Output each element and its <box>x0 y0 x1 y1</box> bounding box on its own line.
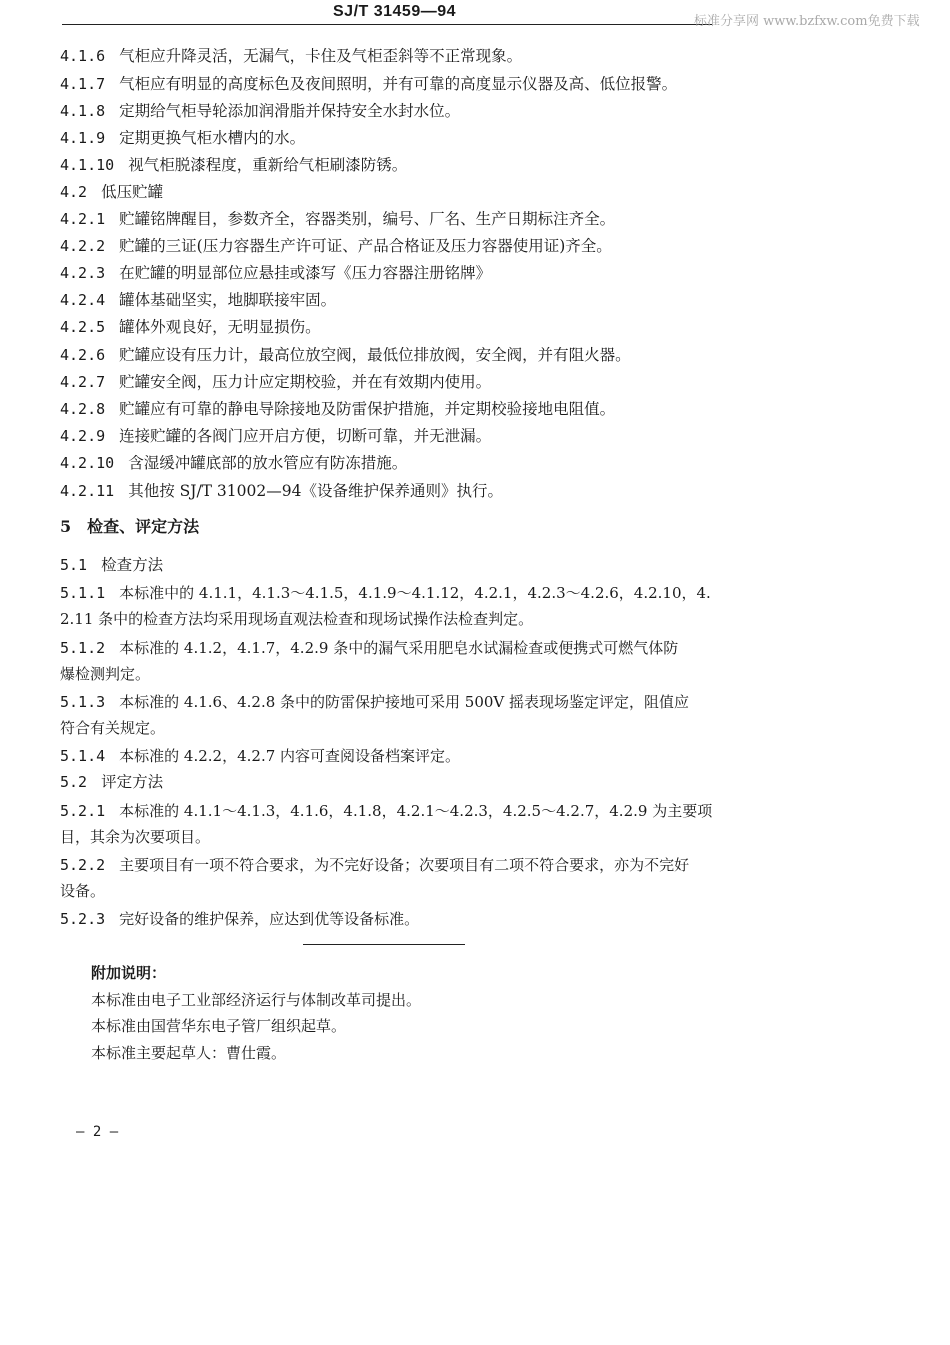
notes-line-2: 本标准由国营华东电子管厂组织起草。 <box>91 1017 347 1035</box>
notes-line-1: 本标准由电子工业部经济运行与体制改革司提出。 <box>91 991 422 1009</box>
clause-4-2-9 <box>60 426 491 446</box>
clause-text: 本标准的 4.2.2，4.2.7 内容可查阅设备档案评定。 <box>119 747 461 765</box>
clause-number: 4.1.9 <box>60 129 106 147</box>
notes-line-3: 本标准主要起草人：曹仕霞。 <box>91 1044 287 1062</box>
clause-number: 5.1.3 <box>60 693 106 711</box>
clause-number: 4.2 <box>60 183 88 201</box>
clause-5-1-2-line1 <box>60 638 678 658</box>
clause-4-1-6 <box>60 46 522 66</box>
clause-number: 5.1.4 <box>60 747 106 765</box>
clause-number: 4.1.7 <box>60 75 106 93</box>
clause-4-2-5 <box>60 317 321 337</box>
clause-text: 贮罐铭牌醒目，参数齐全，容器类别，编号、厂名、生产日期标注齐全。 <box>119 210 616 228</box>
clause-5-1-3-line2: 符合有关规定。 <box>60 719 166 737</box>
clause-number: 4.2.1 <box>60 210 106 228</box>
clause-text: 检查方法 <box>101 556 164 574</box>
clause-4-1-7 <box>60 74 677 94</box>
clause-text: 贮罐应设有压力计，最高位放空阀，最低位排放阀，安全阀，并有阻火器。 <box>119 346 631 364</box>
clause-5-2 <box>60 772 163 792</box>
clause-text: 气柜应升降灵活，无漏气，卡住及气柜歪斜等不正常现象。 <box>119 47 523 65</box>
clause-5-2-1-line2: 目，其余为次要项目。 <box>60 828 211 846</box>
clause-number: 4.2.5 <box>60 318 106 336</box>
clause-text: 在贮罐的明显部位应悬挂或漆写《压力容器注册铭牌》 <box>119 264 492 282</box>
end-rule <box>303 944 465 945</box>
clause-text: 视气柜脱漆程度，重新给气柜刷漆防锈。 <box>128 156 408 174</box>
clause-text: 本标准的 4.1.2，4.1.7，4.2.9 条中的漏气采用肥皂水试漏检查或便携式可燃气体防 <box>119 639 679 657</box>
clause-number: 5.2 <box>60 773 88 791</box>
clause-4-2-3 <box>60 263 491 283</box>
clause-5-1-2-line2: 爆检测判定。 <box>60 665 151 683</box>
clause-number: 4.2.3 <box>60 264 106 282</box>
clause-text: 本标准的 4.1.1～4.1.3，4.1.6，4.1.8，4.2.1～4.2.3，4.2.5～4.2.7，4.2.9 为主要项 <box>119 802 713 820</box>
clause-number: 5.1.1 <box>60 584 106 602</box>
clause-text: 主要项目有一项不符合要求，为不完好设备；次要项目有二项不符合要求，亦为不完好 <box>119 856 690 874</box>
clause-number: 4.1.8 <box>60 102 106 120</box>
clause-4-1-9 <box>60 128 305 148</box>
clause-text: 完好设备的维护保养，应达到优等设备标准。 <box>119 910 420 928</box>
clause-text: 定期给气柜导轮添加润滑脂并保持安全水封水位。 <box>119 102 461 120</box>
clause-text: 贮罐安全阀，压力计应定期校验，并在有效期内使用。 <box>119 373 492 391</box>
clause-5-2-2-line2: 设备。 <box>60 882 106 900</box>
clause-number: 4.2.9 <box>60 427 106 445</box>
standard-code: SJ/T 31459—94 <box>333 3 457 20</box>
clause-4-1-8 <box>60 101 460 121</box>
clause-4-2-10 <box>60 453 407 473</box>
notes-title: 附加说明： <box>91 964 167 982</box>
clause-text: 罐体基础坚实，地脚联接牢固。 <box>119 291 337 309</box>
clause-text: 本标准中的 4.1.1，4.1.3～4.1.5，4.1.9～4.1.12，4.2.1，4.2.3～4.2.6，4.2.10，4. <box>119 584 711 602</box>
clause-number: 4.2.4 <box>60 291 106 309</box>
page-number: — 2 — <box>76 1124 119 1140</box>
clause-number: 5.2.1 <box>60 802 106 820</box>
header-rule <box>62 24 712 25</box>
clause-4-2 <box>60 182 163 202</box>
clause-4-1-10 <box>60 155 407 175</box>
clause-text: 贮罐的三证(压力容器生产许可证、产品合格证及压力容器使用证)齐全。 <box>119 237 612 255</box>
clause-5-1-1-line1 <box>60 583 711 603</box>
clause-5-1-1-line2: 2.11 条中的检查方法均采用现场直观法检查和现场试操作法检查判定。 <box>60 610 534 628</box>
clause-5-1-3-line1 <box>60 692 689 712</box>
clause-5-1-4 <box>60 746 460 766</box>
clause-5-2-2-line1 <box>60 855 689 875</box>
clause-text: 低压贮罐 <box>101 183 164 201</box>
clause-4-2-2 <box>60 236 612 256</box>
clause-number: 4.2.7 <box>60 373 106 391</box>
clause-number: 4.2.11 <box>60 482 115 500</box>
clause-4-2-8 <box>60 399 615 419</box>
clause-number: 4.1.6 <box>60 47 106 65</box>
clause-text: 其他按 SJ/T 31002—94《设备维护保养通则》执行。 <box>128 482 503 500</box>
clause-number: 4.2.8 <box>60 400 106 418</box>
clause-number: 5.2.2 <box>60 856 106 874</box>
clause-4-2-11 <box>60 481 503 501</box>
clause-number: 5.2.3 <box>60 910 106 928</box>
section-5-title: 5 检查、评定方法 <box>60 517 200 536</box>
watermark-text: 标准分享网 www.bzfxw.com免费下载 <box>694 14 920 29</box>
clause-text: 气柜应有明显的高度标色及夜间照明，并有可靠的高度显示仪器及高、低位报警。 <box>119 75 678 93</box>
clause-4-2-4 <box>60 290 336 310</box>
clause-4-2-7 <box>60 372 491 392</box>
clause-number: 4.2.10 <box>60 454 115 472</box>
clause-number: 4.2.6 <box>60 346 106 364</box>
clause-number: 4.2.2 <box>60 237 106 255</box>
clause-text: 评定方法 <box>101 773 164 791</box>
clause-text: 本标准的 4.1.6、4.2.8 条中的防雷保护接地可采用 500V 摇表现场鉴定评定，阻值应 <box>119 693 690 711</box>
clause-5-2-1-line1 <box>60 801 712 821</box>
clause-text: 贮罐应有可靠的静电导除接地及防雷保护措施，并定期校验接地电阻值。 <box>119 400 616 418</box>
clause-text: 含湿缓冲罐底部的放水管应有防冻措施。 <box>128 454 408 472</box>
clause-text: 定期更换气柜水槽内的水。 <box>119 129 306 147</box>
clause-5-2-3 <box>60 909 419 929</box>
clause-text: 连接贮罐的各阀门应开启方便，切断可靠，并无泄漏。 <box>119 427 492 445</box>
clause-text: 罐体外观良好，无明显损伤。 <box>119 318 321 336</box>
clause-number: 4.1.10 <box>60 156 115 174</box>
clause-number: 5.1 <box>60 556 88 574</box>
clause-number: 5.1.2 <box>60 639 106 657</box>
clause-5-1 <box>60 555 163 575</box>
clause-4-2-1 <box>60 209 615 229</box>
clause-4-2-6 <box>60 345 631 365</box>
